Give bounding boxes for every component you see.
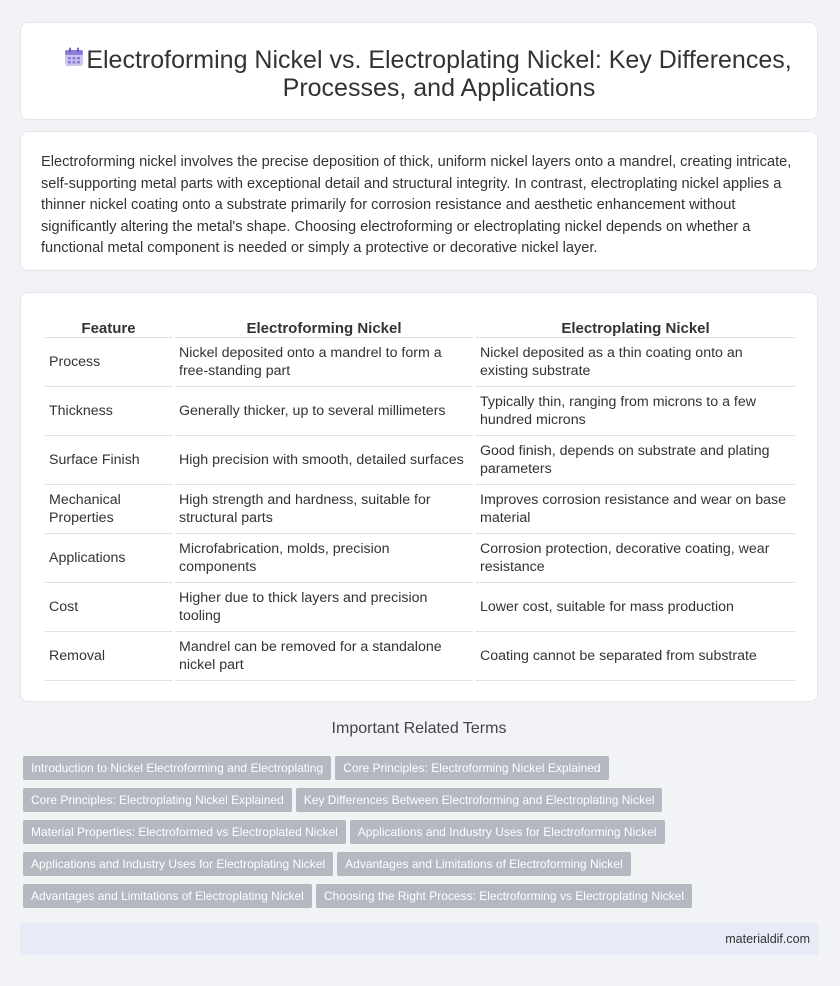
intro-card — [20, 131, 818, 271]
intro-paragraph: Electroforming nickel involves the precise deposition of thick, uniform nickel layers onto a mandrel, creating intricate, self-supporting metal parts with exceptional detail and structural integrity. In contrast, electroplating nickel applies a thinner nickel coating onto a substrate primarily for corrosion resistance and aesthetic enhancement without significantly altering the metal's shape. Choosing electroforming or electroplating nickel depends on whether a functional metal component is needed or simply a protective or decorative nickel layer. — [41, 154, 792, 256]
cell-feature: Removal — [45, 632, 172, 681]
footer — [20, 923, 818, 955]
cell-electroplating: Lower cost, suitable for mass production — [476, 583, 795, 632]
table-row — [45, 338, 795, 387]
related-term-link[interactable]: Advantages and Limitations of Electroplating Nickel — [23, 884, 312, 908]
header-electroplating: Electroplating Nickel — [476, 315, 795, 338]
cell-feature: Thickness — [45, 387, 172, 436]
cell-electroplating: Nickel deposited as a thin coating onto an existing substrate — [476, 338, 795, 387]
table-row — [45, 387, 795, 436]
cell-electroforming: Higher due to thick layers and precision tooling — [175, 583, 473, 632]
header-electroforming: Electroforming Nickel — [175, 315, 473, 338]
related-term-link[interactable]: Core Principles: Electroforming Nickel Explained — [335, 756, 608, 780]
table-row — [45, 632, 795, 681]
related-term-link[interactable]: Introduction to Nickel Electroforming and Electroplating — [23, 756, 331, 780]
related-term-link[interactable]: Material Properties: Electroformed vs Electroplated Nickel — [23, 820, 346, 844]
title-card — [20, 22, 818, 120]
cell-electroforming: Nickel deposited onto a mandrel to form a free-standing part — [175, 338, 473, 387]
cell-electroforming: Generally thicker, up to several millimeters — [175, 387, 473, 436]
related-term-link[interactable]: Key Differences Between Electroforming and Electroplating Nickel — [296, 788, 663, 812]
comparison-table — [42, 315, 798, 681]
related-term-link[interactable]: Applications and Industry Uses for Electroplating Nickel — [23, 852, 333, 876]
related-term-link[interactable]: Core Principles: Electroplating Nickel Explained — [23, 788, 292, 812]
related-terms-list — [23, 756, 723, 916]
cell-electroforming: Microfabrication, molds, precision components — [175, 534, 473, 583]
cell-electroforming: High precision with smooth, detailed surfaces — [175, 436, 473, 485]
table-row — [45, 485, 795, 534]
related-term-link[interactable]: Choosing the Right Process: Electroforming vs Electroplating Nickel — [316, 884, 692, 908]
cell-electroplating: Good finish, depends on substrate and plating parameters — [476, 436, 795, 485]
cell-feature: Process — [45, 338, 172, 387]
footer-site-link[interactable]: materialdif.com — [725, 932, 810, 946]
cell-electroplating: Corrosion protection, decorative coating, wear resistance — [476, 534, 795, 583]
cell-electroforming: High strength and hardness, suitable for structural parts — [175, 485, 473, 534]
comparison-card — [20, 292, 818, 702]
cell-electroforming: Mandrel can be removed for a standalone nickel part — [175, 632, 473, 681]
cell-feature: Surface Finish — [45, 436, 172, 485]
cell-electroplating: Coating cannot be separated from substrate — [476, 632, 795, 681]
cell-electroplating: Typically thin, ranging from microns to a few hundred microns — [476, 387, 795, 436]
cell-feature: Applications — [45, 534, 172, 583]
table-row — [45, 534, 795, 583]
header-feature: Feature — [45, 315, 172, 338]
related-terms-section — [20, 720, 818, 903]
related-term-link[interactable]: Advantages and Limitations of Electroforming Nickel — [337, 852, 630, 876]
table-row — [45, 436, 795, 485]
page-title: Electroforming Nickel vs. Electroplating Nickel: Key Differences, Processes, and Applications — [86, 46, 792, 102]
related-term-link[interactable]: Applications and Industry Uses for Electroforming Nickel — [350, 820, 665, 844]
cell-electroplating: Improves corrosion resistance and wear on base material — [476, 485, 795, 534]
related-terms-heading: Important Related Terms — [331, 720, 507, 737]
table-row — [45, 583, 795, 632]
cell-feature: Mechanical Properties — [45, 485, 172, 534]
cell-feature: Cost — [45, 583, 172, 632]
table-header-row — [45, 315, 795, 338]
